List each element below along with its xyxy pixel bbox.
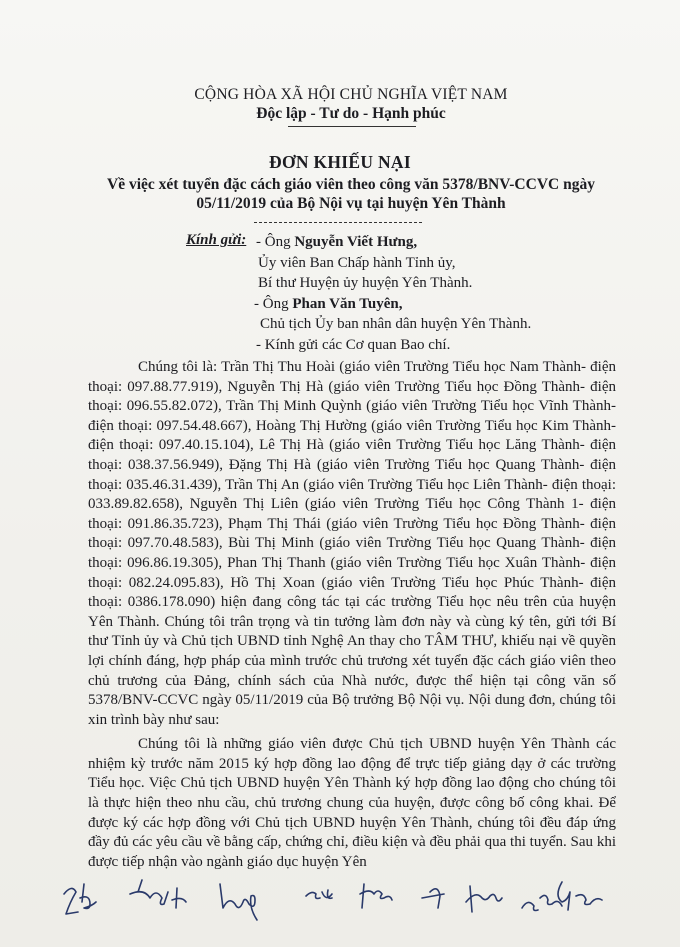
recipient-1-prefix: - Ông xyxy=(256,234,295,250)
handwritten-initials xyxy=(60,872,620,932)
document-subject: Về việc xét tuyển đặc cách giáo viên theo công văn 5378/BNV-CCVC ngày 05/11/2019 của Bộ Nội vụ tại huyện Yên Thành xyxy=(107,176,595,212)
recipient-2-prefix: - Ông xyxy=(254,295,293,312)
recipients-block xyxy=(186,232,606,355)
body-paragraph-2: Chúng tôi là những giáo viên được Chủ tịch UBND huyện Yên Thành các nhiệm kỳ trước năm 2015 ký hợp đồng lao động để trực tiếp giảng dạy ở các trường Tiểu học. Việc Chủ tịch UBND huyện Yên Thành ký hợp đồng lao động cho chúng tôi là thực hiện theo nhu cầu, chủ trương chung của huyện, được công bố công khai. Để được ký các hợp đồng với Chủ tịch UBND huyện Yên Thành, chúng tôi đều đáp ứng đầy đủ các yêu cầu về bằng cấp, chứng chỉ, điều kiện và đều phải qua thi tuyển. Sau khi được tiếp nhận vào ngành giáo dục huyện Yên xyxy=(88,736,616,870)
header-divider xyxy=(288,126,416,127)
recipient-1 xyxy=(256,232,606,253)
subject-divider xyxy=(254,222,422,223)
recipient-1-role-2: Bí thư Huyện ủy huyện Yên Thành. xyxy=(258,275,473,291)
recipient-1-name: Nguyễn Viết Hưng, xyxy=(294,234,418,250)
nation-heading: CỘNG HÒA XÃ HỘI CHỦ NGHĨA VIỆT NAM xyxy=(194,86,508,103)
national-header xyxy=(0,86,680,127)
initials-scribble-drawing xyxy=(60,872,620,932)
recipient-1-role-1: Ủy viên Ban Chấp hành Tỉnh ủy, xyxy=(258,254,456,271)
recipient-2-name: Phan Văn Tuyên, xyxy=(292,295,403,312)
document-title: ĐƠN KHIẾU NẠI xyxy=(269,152,411,172)
complaint-body xyxy=(88,358,616,872)
recipient-2 xyxy=(254,294,606,315)
recipient-2-role: Chủ tịch Ủy ban nhân dân huyện Yên Thành. xyxy=(260,316,532,332)
motto: Độc lập - Tư do - Hạnh phúc xyxy=(256,105,446,122)
body-paragraph-1: Chúng tôi là: Trần Thị Thu Hoài (giáo viên Trường Tiểu học Nam Thành- điện thoại: 097.88.77.919), Nguyễn Thị Hà (giáo viên Trường Tiểu học Đồng Thành- điện thoại: 096.55.82.072), Trần Thị Minh Quỳnh (giáo viên Trường Tiểu học Vĩnh Thành- điện thoại: 097.54.48.667), Hoàng Thị Hường (giáo viên Trường Tiểu học Kim Thành- điện thoại: 097.40.15.104), Lê Thị Hà (giáo viên Trường Tiểu học Lăng Thành- điện thoại: 038.37.56.949), Đặng Thị Hà (giáo viên Trường Tiểu học Quang Thành- điện thoại: 035.46.31.439), Trần Thị An (giáo viên Trường Tiểu học Liên Thành- điện thoại: 033.89.82.658), Nguyễn Thị Liên (giáo viên Trường Tiểu học Công Thành 1- điện thoại: 091.86.35.723), Phạm Thị Thái (giáo viên Trường Tiểu học Đồng Thành- điện thoại: 097.70.48.583), Bùi Thị Minh (giáo viên Trường Tiểu học Quang Thành- điện thoại: 096.86.19.305), Phan Thị Thanh (giáo viên Trường Tiểu học Xuân Thành- điện thoại: 082.24.095.83), Hồ Thị Xoan (giáo viên Trường Tiểu học Phúc Thành- điện thoại: 0386.178.090) hiện đang công tác tại các trường Tiểu học nêu trên của huyện Yên Thành. Chúng tôi trân trọng và tin tưởng làm đơn này và cùng ký tên, gửi tới Bí thư Tỉnh ủy và Chủ tịch UBND tỉnh Nghệ An thay cho TÂM THƯ, khiếu nại về quyền lợi chính đáng, hợp pháp của mình trước chủ trương xét tuyển đặc cách giáo viên theo chủ trương của Đảng, chính sách của Nhà nước, được thể hiện tại công văn số 5378/BNV-CCVC ngày 05/11/2019 của Bộ trưởng Bộ Nội vụ. Nội dung đơn, chúng tôi xin trình bày như sau: xyxy=(88,359,616,728)
recipients-label: Kính gửi: xyxy=(186,232,247,248)
recipient-3: - Kính gửi các Cơ quan Bao chí. xyxy=(256,336,451,353)
